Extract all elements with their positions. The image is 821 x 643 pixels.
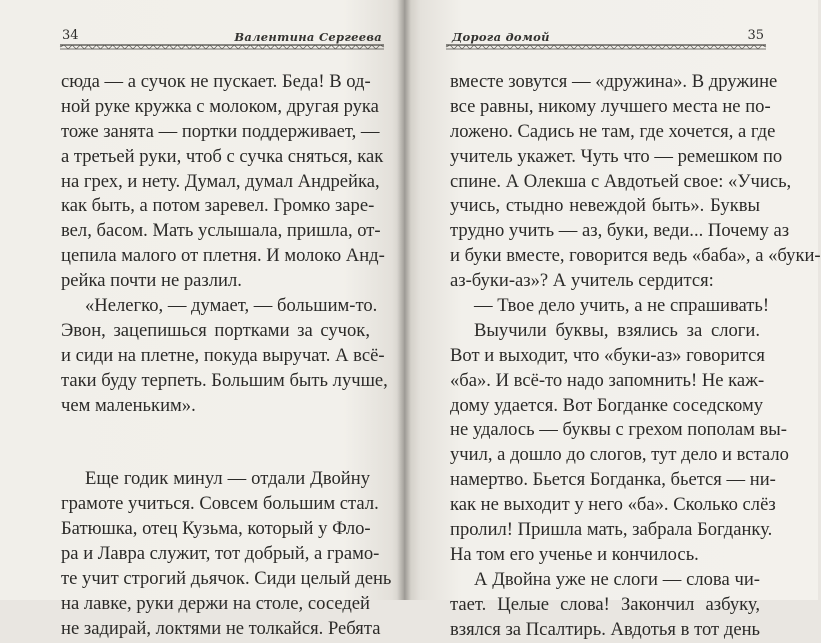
text-line: ложено. Садись не там, где хочется, а где [450,120,776,142]
text-line: Еще годик минул — отдали Двойну [85,468,370,490]
text-line: Вот и выходит, что «буки-аз» говорится [450,344,765,366]
paragraph [61,467,392,641]
text-line: как не выходит у него «ба». Сколько слёз [450,494,776,516]
text-line: цепила малого от плетня. И молоко Анд- [61,245,385,267]
page-number: 34 [62,28,79,43]
paragraph [61,294,388,418]
text-line: не удалось — буквы с грехом пополам вы- [450,419,787,441]
text-line: все равны, никому лучшего места не по- [450,95,771,117]
paragraph [450,568,760,643]
text-line: На том его ученье и кончилось. [450,543,699,565]
left-page [0,0,404,639]
left-page-body [61,70,392,642]
text-line: тает. Целые слова! Закончил азбуку, [450,593,760,615]
right-page [404,0,821,640]
text-line: грамоте учиться. Совсем большим стал. [61,493,379,515]
paragraph [450,70,821,294]
text-line: Эвон, зацепишься портками за сучок, [61,319,370,341]
text-line: на лавке, руки держи на столе, соседей [61,592,370,614]
header-ornament-rule [446,42,766,52]
right-page-body [450,70,821,642]
text-line: учись, стыдно невеждой быть». Буквы [450,195,760,217]
text-line: сюда — а сучок не пускает. Беда! В од- [61,71,371,92]
text-line: вместе зовутся — «дружина». В дружине [450,71,778,92]
book-gutter-shadow [397,0,411,600]
paragraph [450,319,789,568]
text-line: ра и Лавра служит, тот добрый, а грамо- [61,543,380,565]
paragraph [61,70,385,294]
text-line: таки буду терпеть. Большим быть лучше, [61,369,388,391]
text-line: трудно учить — аз, буки, веди... Почему аз [450,220,790,242]
text-line: тоже занята — портки поддерживает, — [61,120,380,142]
text-line: Выучили буквы, взялись за слоги. [474,319,760,341]
text-line: Батюшка, отец Кузьма, который у Фло- [61,518,371,540]
text-line: и сиди на плетне, покуда выручат. А всё- [61,344,385,366]
text-line: пролил! Пришла мать, забрала Богданку. [450,519,773,541]
header-ornament-rule [60,42,384,52]
running-head-title: Дорога домой [452,30,550,44]
text-line: взялся за Псалтирь. Авдотья в тот день [450,618,760,640]
text-line: — Твое дело учить, а не спрашивать! [474,295,770,317]
text-line: те учит строгий дьячок. Сиди целый день [61,568,392,590]
running-head-author: Валентина Сергеева [234,30,382,44]
section-break [61,418,370,467]
text-line: вел, басом. Мать услышала, пришла, от- [61,220,381,242]
text-line: и буки вместе, говорится ведь «баба», а «буки- [450,245,821,267]
dialogue-line [450,294,770,319]
text-line: А Двойна уже не слоги — слова чи- [474,568,760,590]
text-line: учил, а дошло до слогов, тут дело и встало [450,444,789,466]
page-number: 35 [747,28,764,43]
text-line: спине. А Олекша с Авдотьей свое: «Учись, [450,170,792,192]
text-line: а третьей руки, чтоб с сучка сняться, как [61,145,384,167]
text-line: на грех, и нету. Думал, думал Андрейка, [61,170,380,192]
text-line: учитель укажет. Чуть что — ремешком по [450,145,783,167]
text-line: аз-буки-аз»? А учитель сердится: [450,270,714,292]
text-line: ной руке кружка с молоком, другая рука [61,95,379,117]
text-line: чем маленьким». [61,394,196,416]
text-line: дому удается. Вот Богданке соседскому [450,394,764,416]
text-line: «Нелегко, — думает, — большим-то. [85,295,378,317]
text-line: намертво. Бьется Богданка, бьется — ни- [450,469,776,491]
text-line: рейка почти не разлил. [61,270,242,292]
text-line: не задирай, локтями не толкайся. Ребята [61,617,381,639]
text-line: как быть, а потом заревел. Громко заре- [61,195,375,217]
text-line: «ба». И всё-то надо запомнить! Не каж- [450,369,765,391]
